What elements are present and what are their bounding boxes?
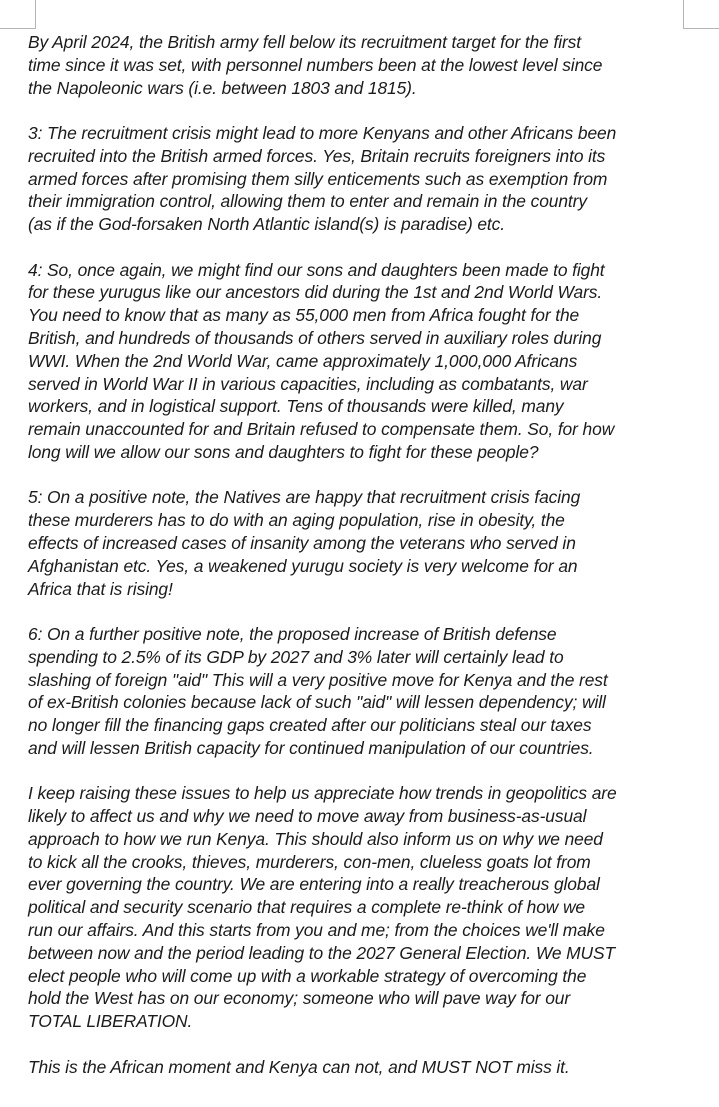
text-line: effects of increased cases of insanity among the veterans who served in — [28, 532, 576, 553]
text-line: Afghanistan etc. Yes, a weakened yurugu society is very welcome for an — [28, 555, 578, 576]
text-line: By April 2024, the British army fell below its recruitment target for the first — [28, 32, 581, 52]
text-line: their immigration control, allowing them to enter and remain in the country — [28, 191, 587, 212]
paragraph — [28, 486, 708, 600]
text-line: to kick all the crooks, thieves, murderers, con-men, clueless goats lot from — [28, 851, 591, 872]
text-line: likely to affect us and why we need to move away from business-as-usual — [28, 806, 587, 827]
page-corner-mark-right — [683, 0, 719, 29]
paragraph — [28, 782, 708, 1033]
text-line: 5: On a positive note, the Natives are happy that recruitment crisis facing — [28, 487, 581, 508]
text-line: for these yurugus like our ancestors did during the 1st and 2nd World Wars. — [28, 282, 603, 303]
text-line: (as if the God-forsaken North Atlantic island(s) is paradise) etc. — [28, 214, 505, 235]
paragraph — [28, 122, 708, 236]
paragraph — [28, 623, 708, 760]
text-line: I keep raising these issues to help us appreciate how trends in geopolitics are — [28, 783, 617, 804]
text-line: spending to 2.5% of its GDP by 2027 and 3% later will certainly lead to — [28, 646, 564, 667]
text-line: WWI. When the 2nd World War, came approximately 1,000,000 Africans — [28, 350, 578, 371]
text-line: political and security scenario that requires a complete re-think of how we — [28, 897, 586, 918]
text-line: 3: The recruitment crisis might lead to more Kenyans and other Africans been — [28, 122, 617, 143]
text-line: no longer fill the financing gaps created after our politicians steal our taxes — [28, 715, 592, 736]
text-line: British, and hundreds of thousands of others served in auxiliary roles during — [28, 327, 602, 348]
text-line: recruited into the British armed forces. Yes, Britain recruits foreigners into its — [28, 145, 606, 166]
text-line: hold the West has on our economy; someone who will pave way for our — [28, 988, 571, 1009]
text-line: workers, and in logistical support. Tens of thousands were killed, many — [28, 396, 564, 417]
text-line: approach to how we run Kenya. This should also inform us on why we need — [28, 828, 603, 849]
text-line: run our affairs. And this starts from you and me; from the choices we'll make — [28, 920, 605, 941]
text-line: the Napoleonic wars (i.e. between 1803 and 1815). — [28, 77, 417, 98]
page-corner-mark-left — [0, 0, 36, 29]
text-line: served in World War II in various capacities, including as combatants, war — [28, 373, 588, 394]
text-line: This is the African moment and Kenya can not, and MUST NOT miss it. — [28, 1056, 570, 1077]
text-line: You need to know that as many as 55,000 men from Africa fought for the — [28, 305, 580, 326]
text-line: these murderers has to do with an aging population, rise in obesity, the — [28, 510, 565, 531]
text-line: slashing of foreign "aid" This will a very positive move for Kenya and the rest — [28, 669, 608, 690]
text-line: and will lessen British capacity for continued manipulation of our countries. — [28, 737, 594, 758]
text-line: 6: On a further positive note, the proposed increase of British defense — [28, 623, 557, 644]
paragraph — [28, 259, 708, 464]
text-line: elect people who will come up with a workable strategy of overcoming the — [28, 965, 587, 986]
paragraph — [28, 1056, 708, 1079]
text-line: time since it was set, with personnel numbers been at the lowest level since — [28, 54, 603, 75]
text-line: 4: So, once again, we might find our sons and daughters been made to fight — [28, 259, 605, 280]
text-line: remain unaccounted for and Britain refused to compensate them. So, for how — [28, 419, 615, 440]
text-line: armed forces after promising them silly enticements such as exemption from — [28, 168, 608, 189]
text-line: of ex-British colonies because lack of such "aid" will lessen dependency; will — [28, 692, 606, 713]
text-line: Africa that is rising! — [28, 578, 173, 599]
document-body — [28, 31, 708, 1101]
text-line: between now and the period leading to the 2027 General Election. We MUST — [28, 942, 616, 963]
text-line: ever governing the country. We are entering into a really treacherous global — [28, 874, 600, 895]
paragraph — [28, 31, 708, 99]
text-line: long will we allow our sons and daughters to fight for these people? — [28, 441, 539, 462]
text-line: TOTAL LIBERATION. — [28, 1011, 193, 1032]
